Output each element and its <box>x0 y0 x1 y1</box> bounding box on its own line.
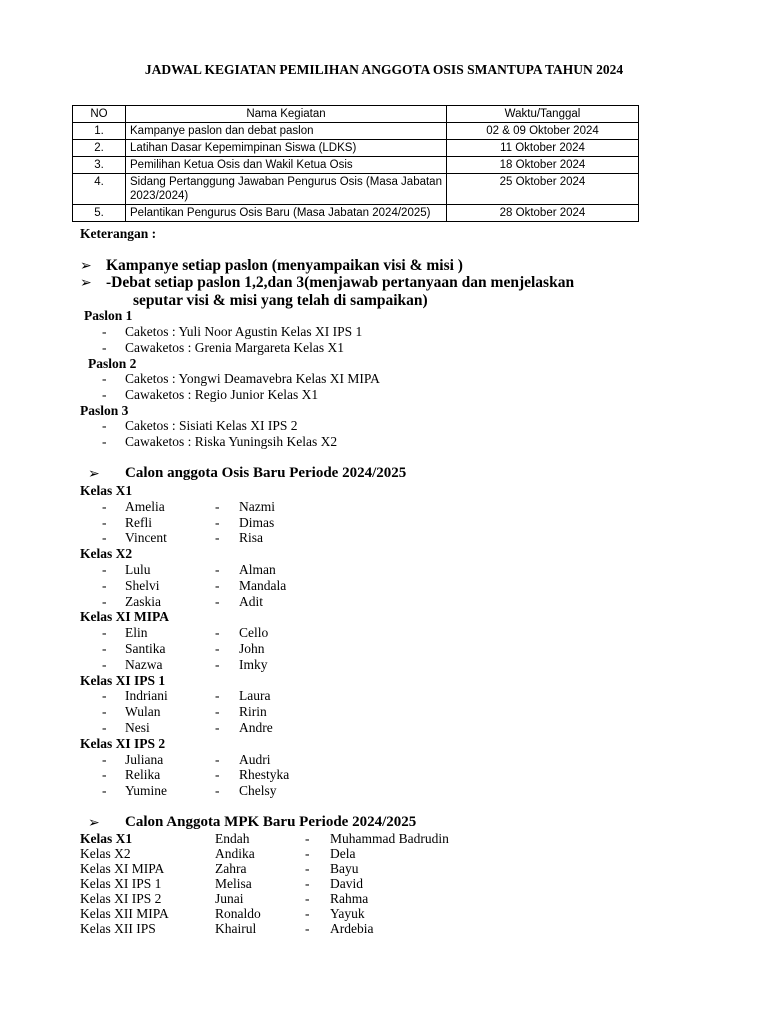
row-no: 3. <box>73 157 126 174</box>
kelas-label: Kelas XI IPS 1 <box>80 672 166 688</box>
dash-bullet: - <box>305 831 310 846</box>
dash-bullet: - <box>305 846 310 861</box>
candidate-name: Lulu <box>125 562 151 577</box>
dash-bullet: - <box>215 720 220 735</box>
dash-bullet: - <box>215 625 220 641</box>
candidate-name: Adit <box>239 593 264 609</box>
mpk-candidate-a: Khairul <box>215 921 257 936</box>
mpk-kelas: Kelas XI IPS 2 <box>80 891 162 906</box>
schedule-table <box>72 105 639 222</box>
dash-bullet: - <box>102 641 107 656</box>
row-kegiatan: Latihan Dasar Kepemimpinan Siswa (LDKS) <box>126 140 447 157</box>
mpk-candidate-a: Ronaldo <box>215 906 261 921</box>
dash-bullet: - <box>215 514 220 530</box>
table-row <box>73 123 639 140</box>
candidate-name: Amelia <box>125 498 165 514</box>
row-no: 1. <box>73 123 126 140</box>
mpk-candidate-b: Yayuk <box>330 906 365 921</box>
kelas-label: Kelas X2 <box>80 546 133 562</box>
mpk-candidate-b: Bayu <box>330 861 359 876</box>
row-waktu: 25 Oktober 2024 <box>447 174 639 205</box>
candidate-name: Relika <box>125 767 161 783</box>
candidate-name: Nazmi <box>239 498 275 514</box>
dash-bullet: - <box>102 656 107 672</box>
dash-bullet: - <box>215 688 220 704</box>
candidate-name: Wulan <box>125 704 161 720</box>
mpk-candidate-b: Ardebia <box>330 921 374 936</box>
candidate-name: John <box>239 641 265 656</box>
candidate-name: Imky <box>239 656 268 672</box>
dash-bullet: - <box>102 720 107 735</box>
bullet-debat-line1: -Debat setiap paslon 1,2,dan 3(menjawab pertanyaan dan menjelaskan <box>106 274 575 291</box>
dash-bullet: - <box>102 562 107 577</box>
candidate-name: Laura <box>239 688 271 704</box>
candidate-name: Zaskia <box>125 593 161 609</box>
dash-bullet: - <box>305 891 310 906</box>
row-no: 2. <box>73 140 126 157</box>
dash-bullet: - <box>305 921 310 936</box>
mpk-candidate-b: David <box>330 876 363 891</box>
dash-bullet: - <box>215 641 220 656</box>
kelas-label: Kelas X1 <box>80 483 133 498</box>
kelas-label: Kelas XI MIPA <box>80 609 169 625</box>
candidate-name: Risa <box>239 530 264 546</box>
candidate-name: Rhestyka <box>239 767 290 783</box>
table-row <box>73 174 639 205</box>
candidate-name: Ririn <box>239 704 267 720</box>
mpk-candidate-b: Dela <box>330 846 356 861</box>
paslon-3-wakil: Cawaketos : Riska Yuningsih Kelas X2 <box>125 434 338 449</box>
row-kegiatan: Sidang Pertanggung Jawaban Pengurus Osis (Masa Jabatan 2023/2024) <box>126 174 447 205</box>
mpk-candidate-b: Rahma <box>330 891 369 906</box>
dash-bullet: - <box>215 498 220 514</box>
mpk-heading: Calon Anggota MPK Baru Periode 2024/2025 <box>125 814 417 830</box>
paslon-1-label: Paslon 1 <box>84 308 133 323</box>
dash-bullet: - <box>102 577 107 593</box>
document-title: JADWAL KEGIATAN PEMILIHAN ANGGOTA OSIS SMANTUPA TAHUN 2024 <box>144 62 624 77</box>
dash-bullet: - <box>215 562 220 577</box>
osis-heading: Calon anggota Osis Baru Periode 2024/2025 <box>125 465 407 481</box>
dash-bullet: - <box>215 530 220 546</box>
dash-bullet: - <box>102 767 107 783</box>
dash-bullet: - <box>102 625 107 641</box>
dash-bullet: - <box>102 434 107 449</box>
mpk-kelas: Kelas XII MIPA <box>80 906 169 921</box>
mpk-candidate-a: Zahra <box>215 861 247 876</box>
kelas-label: Kelas XI IPS 2 <box>80 735 166 751</box>
dash-bullet: - <box>102 783 107 799</box>
candidate-name: Yumine <box>125 783 167 799</box>
dash-bullet: - <box>215 751 220 767</box>
paslon-1-wakil: Cawaketos : Grenia Margareta Kelas X1 <box>125 340 345 355</box>
dash-bullet: - <box>102 514 107 530</box>
paslon-1-ketua: Caketos : Yuli Noor Agustin Kelas XI IPS 1 <box>125 324 363 339</box>
candidate-name: Shelvi <box>125 577 160 593</box>
row-no: 5. <box>73 205 126 222</box>
dash-bullet: - <box>102 593 107 609</box>
paslon-3-label: Paslon 3 <box>80 403 129 418</box>
dash-bullet: - <box>102 418 107 433</box>
arrow-bullet-icon: ➢ <box>80 258 92 274</box>
dash-bullet: - <box>215 704 220 720</box>
candidate-name: Refli <box>125 514 152 530</box>
bullet-kampanye: Kampanye setiap paslon (menyampaikan visi & misi ) <box>106 257 463 274</box>
keterangan-label: Keterangan : <box>80 226 157 241</box>
mpk-candidate-a: Junai <box>215 891 244 906</box>
row-no: 4. <box>73 174 126 205</box>
dash-bullet: - <box>102 688 107 704</box>
mpk-kelas: Kelas XI MIPA <box>80 861 165 876</box>
arrow-bullet-icon: ➢ <box>88 466 100 482</box>
dash-bullet: - <box>305 876 310 891</box>
paslon-3-ketua: Caketos : Sisiati Kelas XI IPS 2 <box>125 418 298 433</box>
mpk-kelas: Kelas XII IPS <box>80 921 156 936</box>
mpk-candidate-b: Muhammad Badrudin <box>330 831 449 846</box>
dash-bullet: - <box>102 751 107 767</box>
dash-bullet: - <box>215 577 220 593</box>
candidate-name: Cello <box>239 625 269 641</box>
row-waktu: 02 & 09 Oktober 2024 <box>447 123 639 140</box>
row-kegiatan: Pelantikan Pengurus Osis Baru (Masa Jabatan 2024/2025) <box>126 205 447 222</box>
candidate-name: Nesi <box>125 720 150 735</box>
row-kegiatan: Kampanye paslon dan debat paslon <box>126 123 447 140</box>
candidate-name: Audri <box>239 751 271 767</box>
header-waktu-tanggal: Waktu/Tanggal <box>447 106 639 123</box>
row-kegiatan: Pemilihan Ketua Osis dan Wakil Ketua Osis <box>126 157 447 174</box>
dash-bullet: - <box>305 861 310 876</box>
dash-bullet: - <box>215 783 220 799</box>
bullet-debat-line2: seputar visi & misi yang telah di sampaikan) <box>133 292 428 309</box>
dash-bullet: - <box>102 340 107 355</box>
paslon-2-wakil: Cawaketos : Regio Junior Kelas X1 <box>125 387 319 402</box>
dash-bullet: - <box>305 906 310 921</box>
dash-bullet: - <box>215 656 220 672</box>
paslon-2-ketua: Caketos : Yongwi Deamavebra Kelas XI MIPA <box>125 371 380 386</box>
table-row <box>73 140 639 157</box>
table-row <box>73 205 639 222</box>
table-header-row <box>73 106 639 123</box>
mpk-candidate-a: Endah <box>215 831 250 846</box>
mpk-candidate-a: Melisa <box>215 876 252 891</box>
dash-bullet: - <box>102 387 107 402</box>
header-nama-kegiatan: Nama Kegiatan <box>126 106 447 123</box>
row-waktu: 18 Oktober 2024 <box>447 157 639 174</box>
row-waktu: 28 Oktober 2024 <box>447 205 639 222</box>
candidate-name: Mandala <box>239 577 287 593</box>
candidate-name: Alman <box>239 562 276 577</box>
mpk-kelas: Kelas X2 <box>80 846 131 861</box>
candidate-name: Santika <box>125 641 166 656</box>
header-no: NO <box>73 106 126 123</box>
candidate-name: Indriani <box>125 688 168 704</box>
dash-bullet: - <box>102 530 107 546</box>
dash-bullet: - <box>102 704 107 720</box>
candidate-name: Elin <box>125 625 148 641</box>
dash-bullet: - <box>215 767 220 783</box>
dash-bullet: - <box>102 324 107 339</box>
candidate-name: Chelsy <box>239 783 277 799</box>
candidate-name: Andre <box>239 720 273 735</box>
candidate-name: Juliana <box>125 751 164 767</box>
mpk-kelas: Kelas XI IPS 1 <box>80 876 162 891</box>
candidate-name: Dimas <box>239 514 275 530</box>
row-waktu: 11 Oktober 2024 <box>447 140 639 157</box>
arrow-bullet-icon: ➢ <box>88 815 100 831</box>
dash-bullet: - <box>102 498 107 514</box>
candidate-name: Nazwa <box>125 656 163 672</box>
arrow-bullet-icon: ➢ <box>80 275 92 291</box>
dash-bullet: - <box>215 593 220 609</box>
mpk-kelas: Kelas X1 <box>80 831 133 846</box>
table-row <box>73 157 639 174</box>
dash-bullet: - <box>102 371 107 386</box>
mpk-candidate-a: Andika <box>215 846 255 861</box>
paslon-2-label: Paslon 2 <box>88 356 137 371</box>
candidate-name: Vincent <box>125 530 167 546</box>
